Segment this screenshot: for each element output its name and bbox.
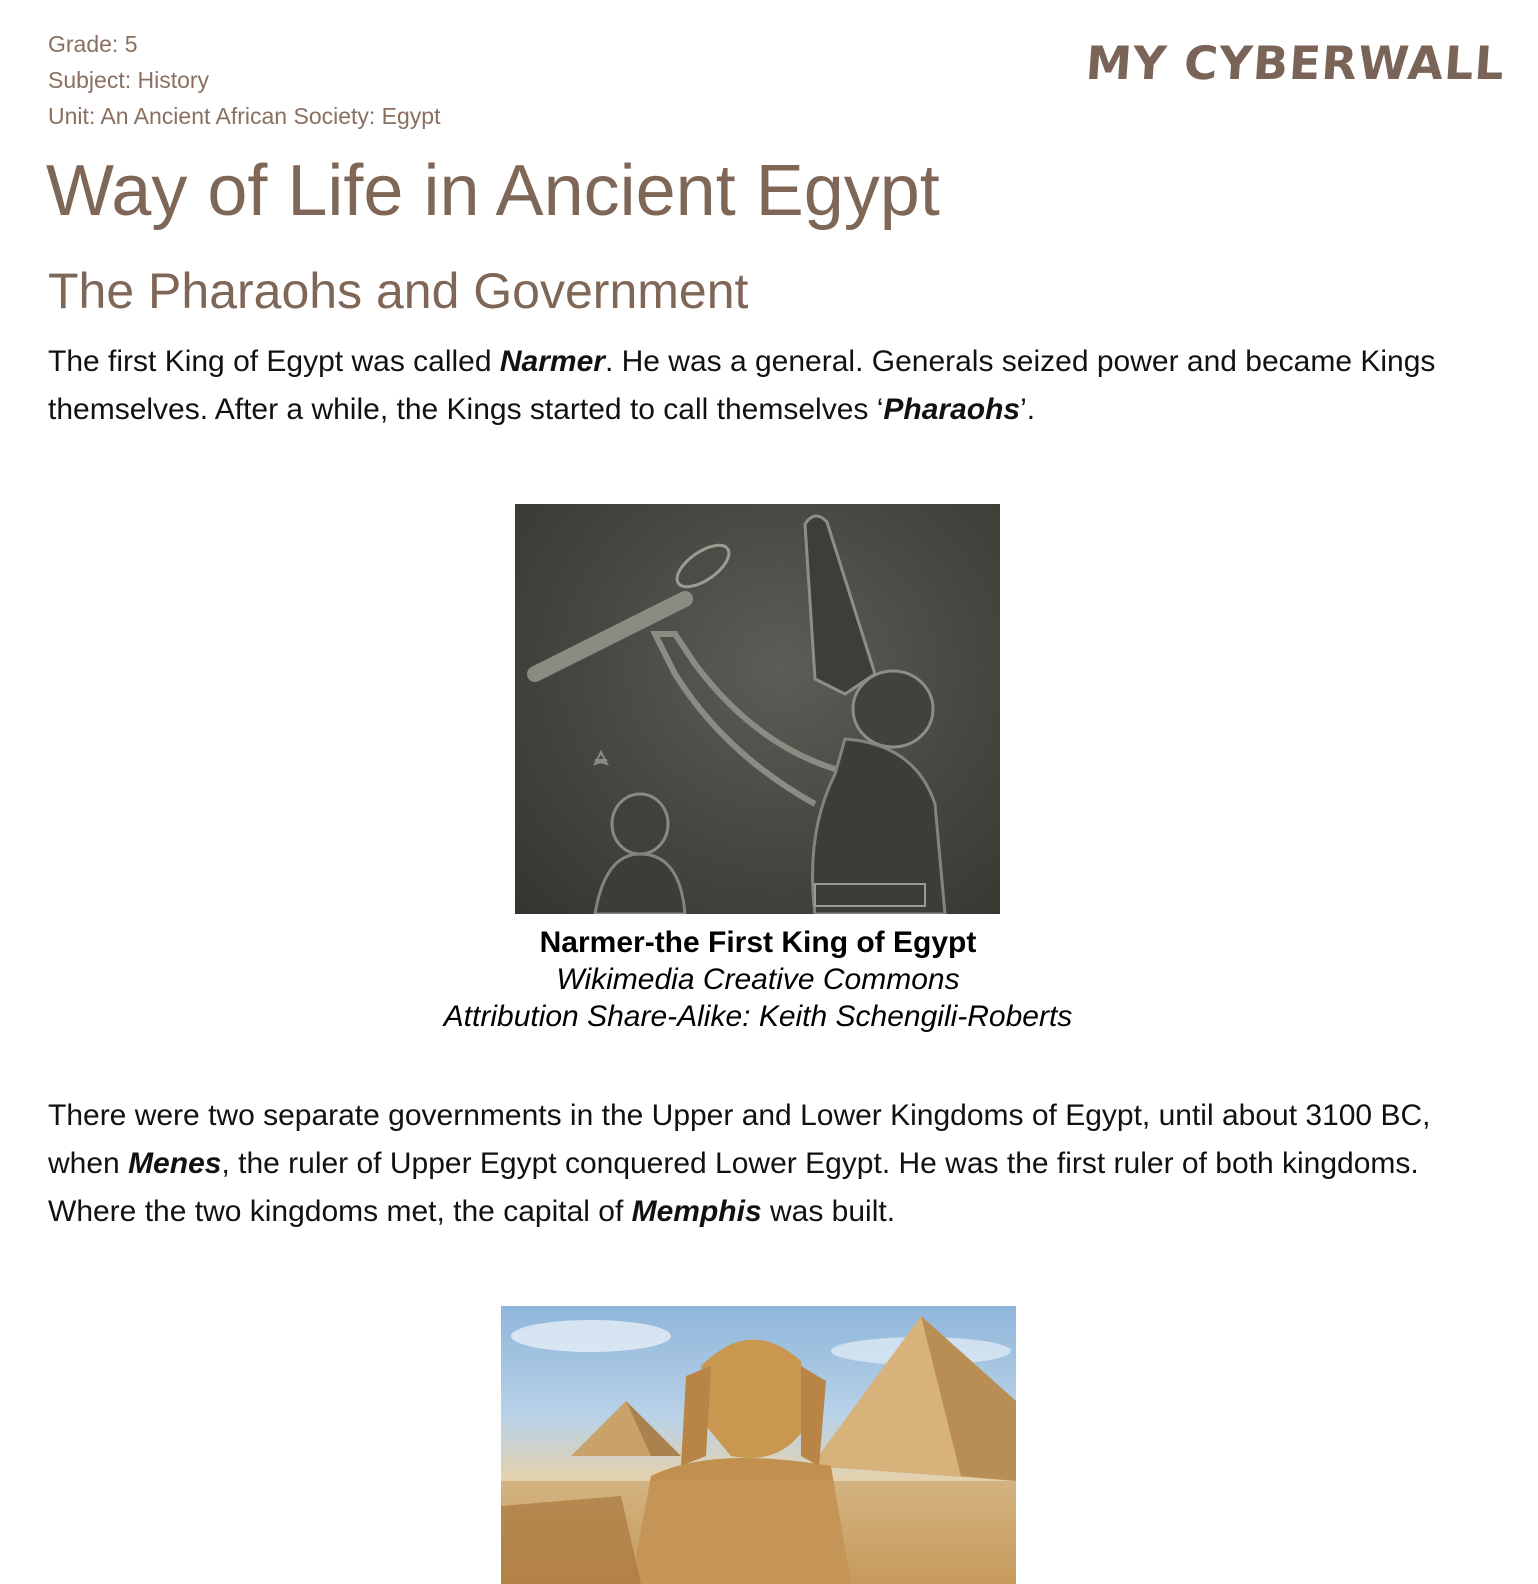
paragraph-narmer: The first King of Egypt was called Narmer. He was a general. Generals seized power and became Kings themselves. After a while, the Kings started to call themselves ‘Pharaohs’. [48,345,1436,426]
term-narmer: Narmer [499,345,605,378]
grade-label: Grade: 5 [48,31,138,57]
document-meta [48,26,441,134]
term-pharaohs: Pharaohs [883,393,1021,426]
paragraph-menes: There were two separate governments in the Upper and Lower Kingdoms of Egypt, until about 3100 BC, when Menes, the ruler of Upper Egypt conquered Lower Egypt. He was the first ruler of both kingdoms. Where the two kingdoms met, the capital of Memphis was built. [48,1099,1431,1228]
narmer-relief-image [515,504,1000,914]
figure1-caption-attribution: Attribution Share-Alike: Keith Schengili-Roberts [443,1000,1073,1033]
section-heading: The Pharaohs and Government [48,263,749,319]
unit-label: Unit: An Ancient African Society: Egypt [48,103,441,129]
sphinx-pyramids-image [501,1306,1016,1584]
subject-label: Subject: History [48,67,210,93]
my-cyberwall-logo: MY CYBERWALL [1084,36,1507,90]
term-menes: Menes [128,1147,222,1180]
figure1-caption-source: Wikimedia Creative Commons [556,963,960,996]
page-title: Way of Life in Ancient Egypt [46,151,940,231]
figure1-caption-title: Narmer-the First King of Egypt [539,926,977,959]
term-memphis: Memphis [631,1195,762,1228]
